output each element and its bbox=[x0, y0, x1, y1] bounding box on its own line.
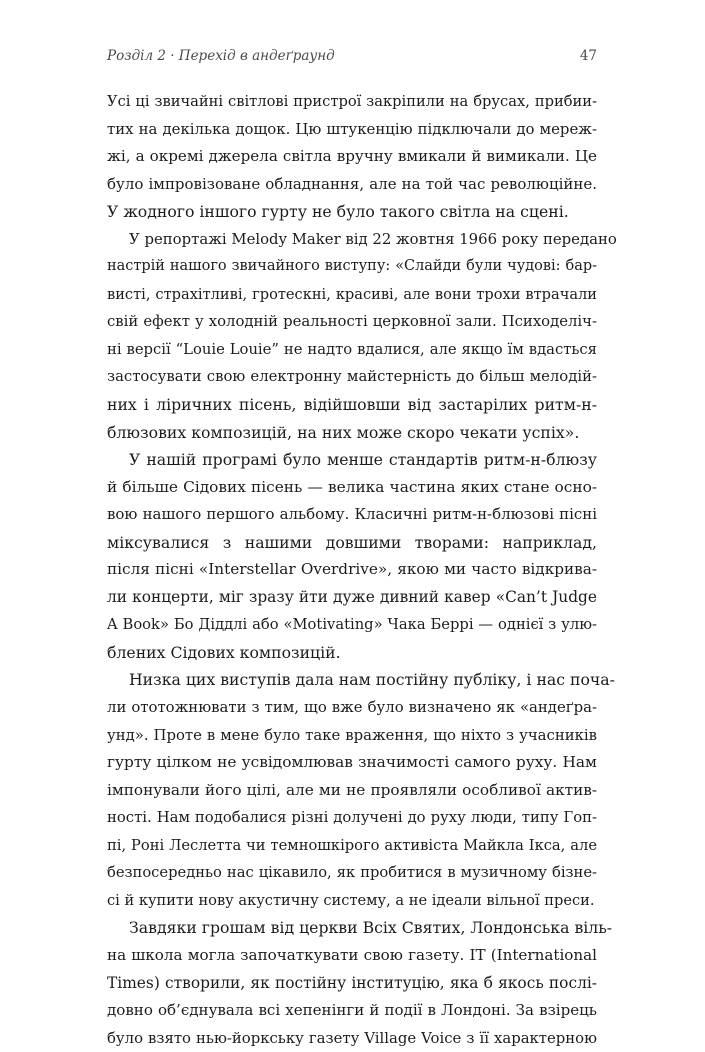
text-line: Завдяки грошам від церкви Всіх Святих, Лондонська віль- bbox=[129, 918, 613, 938]
text-line: імпонували його цілі, але ми не проявляли особливої актив- bbox=[107, 780, 597, 799]
text-line: довно об’єднувала всі хепенінги й події в Лондоні. За взірець bbox=[107, 1001, 597, 1020]
text-line: ності. Нам подобалися різні долучені до руху люди, типу Гоп- bbox=[107, 809, 597, 827]
running-head-title: Розділ 2 · Перехід в андеґраунд bbox=[107, 48, 335, 64]
text-line: свій ефект у холодній реальності церковної зали. Психоделіч- bbox=[107, 313, 597, 331]
text-line: міксувалися з нашими довшими творами: наприклад, bbox=[107, 532, 597, 552]
text-line: жі, а окремі джерела світла вручну вмикали й вимикали. Це bbox=[107, 147, 597, 166]
running-head bbox=[107, 48, 597, 72]
text-line: ли концерти, міг зразу йти дуже дивний кавер «Can’t Judge bbox=[107, 587, 597, 606]
text-line: висті, страхітливі, гротескні, красиві, але вони трохи втрачали bbox=[107, 285, 597, 303]
text-line: Усі ці звичайні світлові пристрої закріпили на брусах, прибии- bbox=[107, 93, 597, 110]
text-line: ні версії “Louie Louie” не надто вдалися, але якщо їм вдасться bbox=[107, 340, 597, 358]
text-line: пі, Роні Леслетта чи темношкірого активіста Майкла Ікса, але bbox=[107, 836, 597, 854]
text-line: У жодного іншого гурту не було такого світла на сцені. bbox=[107, 202, 569, 222]
text-line: після пісні «Interstellar Overdrive», якою ми часто відкрива- bbox=[107, 560, 597, 579]
text-line: Низка цих виступів дала нам постійну публіку, і нас поча- bbox=[129, 670, 615, 690]
text-line: У репортажі Melody Maker від 22 жовтня 1966 року передано bbox=[129, 229, 617, 248]
text-line: було імпровізоване обладнання, але на той час революційне. bbox=[107, 174, 597, 193]
body-text bbox=[107, 88, 617, 1052]
text-line: настрій нашого звичайного виступу: «Слайди були чудові: бар- bbox=[107, 258, 597, 275]
text-line: сі й купити нову акустичну систему, а не ідеали вільної преси. bbox=[107, 891, 595, 909]
text-line: гурту цілком не усвідомлював значимості самого руху. Нам bbox=[107, 753, 597, 772]
text-line: застосувати свою електронну майстерність до більш мелодій- bbox=[107, 368, 597, 386]
text-line: тих на декілька дощок. Цю штукенцію підключали до мереж- bbox=[107, 119, 597, 138]
text-line: унд». Проте в мене було таке враження, що ніхто з учасників bbox=[107, 725, 597, 744]
text-line: них і ліричних пісень, відійшовши від застарілих ритм-н- bbox=[107, 395, 597, 415]
text-line: ли ототожнювати з тим, що вже було визначено як «андеґра- bbox=[107, 698, 597, 717]
text-line: й більше Сідових пісень — велика частина яких стане осно- bbox=[107, 477, 597, 496]
text-line: на школа могла започаткувати свою газету. IT (International bbox=[107, 945, 597, 964]
text-line: блюзових композицій, на них може скоро чекати успіх». bbox=[107, 422, 580, 442]
text-line: Times) створили, як постійну інституцію, яка б якось послі- bbox=[107, 973, 597, 992]
text-line: A Book» Бо Діддлі або «Motivating» Чака Беррі — однієї з улю- bbox=[107, 616, 597, 634]
text-line: вою нашого першого альбому. Класичні ритм-н-блюзові пісні bbox=[107, 505, 597, 524]
page-number: 47 bbox=[579, 48, 597, 64]
text-line: У нашій програмі було менше стандартів ритм-н-блюзу bbox=[129, 450, 597, 470]
text-line: безпосередньо нас цікавило, як пробитися в музичному бізне- bbox=[107, 864, 597, 882]
text-line: було взято нью-йоркську газету Village Voice з її характерною bbox=[107, 1029, 597, 1047]
text-line: блених Сідових композицій. bbox=[107, 642, 341, 662]
